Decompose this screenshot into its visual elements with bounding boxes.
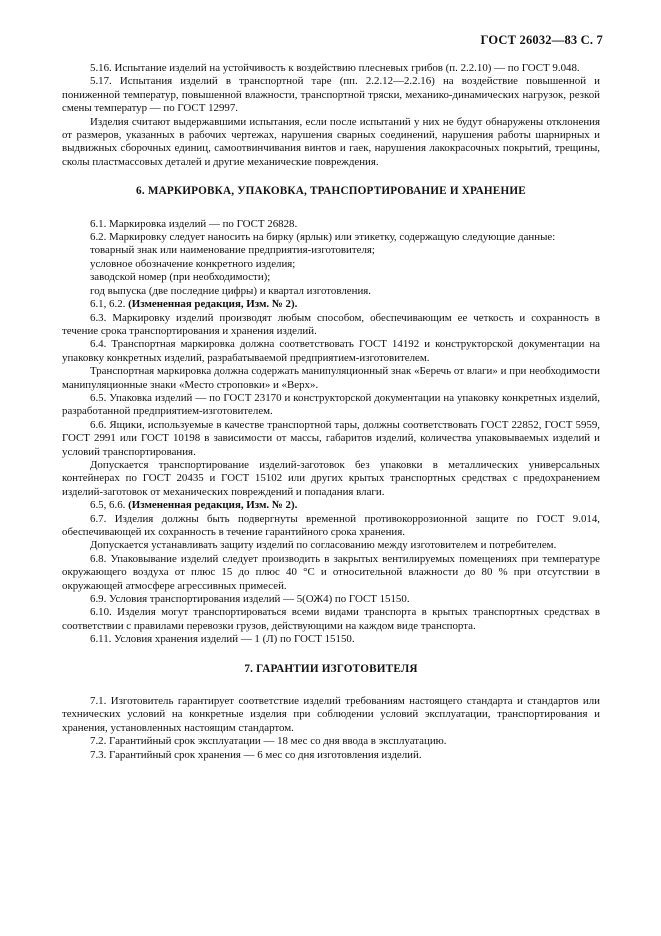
edition-note-6-5-6-6 bbox=[62, 499, 600, 512]
edition-note-6-1-6-2 bbox=[62, 298, 600, 311]
paragraph-6-4-marking: Транспортная маркировка должна содержать манипуляционный знак «Беречь от влаги» и при необходимости манипуляционные знаки «Место строповки» и «Верх». bbox=[62, 365, 600, 391]
section-6-heading: 6. МАРКИРОВКА, УПАКОВКА, ТРАНСПОРТИРОВАНИЕ И ХРАНЕНИЕ bbox=[136, 185, 526, 198]
paragraph-6-3: 6.3. Маркировку изделий производят любым способом, обеспечивающим ее четкость и сохранность в течение срока транспортирования и хранения изделий. bbox=[62, 311, 600, 337]
list-item: условное обозначение конкретного изделия; bbox=[90, 257, 296, 270]
list-item: год выпуска (две последние цифры) и квартал изготовления. bbox=[90, 284, 372, 297]
edition-note-ref: 6.5, 6.6. bbox=[90, 499, 126, 512]
page-header: ГОСТ 26032—83 С. 7 bbox=[480, 33, 603, 47]
edition-note-text: (Измененная редакция, Изм. № 2). bbox=[128, 298, 298, 311]
paragraph-6-6: 6.6. Ящики, используемые в качестве транспортной тары, должны соответствовать ГОСТ 22852, ГОСТ 5959, ГОСТ 2991 или ГОСТ 10198 в зависимости от массы, габаритов изделий, количества упаковываемых изделий и условий транспортирования. bbox=[62, 418, 600, 458]
paragraph-6-11: 6.11. Условия хранения изделий — 1 (Л) по ГОСТ 15150. bbox=[90, 633, 355, 646]
paragraph-6-7: 6.7. Изделия должны быть подвергнуты временной противокоррозионной защите по ГОСТ 9.014, обеспечивающей их сохранность в течение гарантийного срока хранения. bbox=[62, 512, 600, 538]
edition-note-text: (Измененная редакция, Изм. № 2). bbox=[128, 499, 298, 512]
paragraph-6-5: 6.5. Упаковка изделий — по ГОСТ 23170 и конструкторской документации на упаковку конкретных изделий, разработанной предприятием-изготовителем. bbox=[62, 391, 600, 418]
paragraph-6-1: 6.1. Маркировка изделий — по ГОСТ 26828. bbox=[90, 217, 298, 230]
paragraph-5-17-criteria: Изделия считают выдержавшими испытания, если после испытаний у них не будут обнаружены отклонения от размеров, указанных в рабочих чертежах, нарушения сварных соединений, нарушения работы шарнирных и выдвижных сборочных единиц, самоотвинчивания винтов и гаек, нарушения лакокрасочных покрытий, трещины, сколы пластмассовых деталей и другие механические повреждения. bbox=[62, 115, 600, 168]
paragraph-6-10: 6.10. Изделия могут транспортироваться всеми видами транспорта в крытых транспортных средствах в соответствии с правилами перевозки грузов, действующими на каждом виде транспорта. bbox=[62, 606, 600, 632]
paragraph-7-2: 7.2. Гарантийный срок эксплуатации — 18 мес со дня ввода в эксплуатацию. bbox=[90, 735, 447, 748]
paragraph-6-7-agreement: Допускается устанавливать защиту изделий по согласованию между изготовителем и потребителем. bbox=[90, 539, 557, 552]
paragraph-7-1: 7.1. Изготовитель гарантирует соответствие изделий требованиям настоящего стандарта и стандартов или технических условий на конкретные изделия при соблюдении условий эксплуатации, транспортирования и хранения, установленных настоящим стандартом. bbox=[62, 695, 600, 734]
edition-note-ref: 6.1, 6.2. bbox=[90, 298, 126, 311]
section-7-heading: 7. ГАРАНТИИ ИЗГОТОВИТЕЛЯ bbox=[244, 662, 418, 675]
list-item: товарный знак или наименование предприятия-изготовителя; bbox=[90, 244, 375, 257]
paragraph-5-17: 5.17. Испытания изделий в транспортной таре (пп. 2.2.12—2.2.16) на воздействие повышенной и пониженной температур, повышенной влажности, транспортной тряски, механико-динамических нагрузок, резкой смены температур — по ГОСТ 12997. bbox=[62, 75, 600, 115]
paragraph-7-3: 7.3. Гарантийный срок хранения — 6 мес со дня изготовления изделий. bbox=[90, 748, 422, 761]
paragraph-6-8: 6.8. Упаковывание изделий следует производить в закрытых вентилируемых помещениях при температуре окружающего воздуха от плюс 15 до плюс 40 °С и относительной влажности до 80 % при отсутствии в окружающей атмосфере агрессивных примесей. bbox=[62, 552, 600, 592]
list-item: заводской номер (при необходимости); bbox=[90, 271, 271, 284]
paragraph-6-9: 6.9. Условия транспортирования изделий — 5(ОЖ4) по ГОСТ 15150. bbox=[90, 593, 410, 606]
paragraph-6-6-containers: Допускается транспортирование изделий-заготовок без упаковки в металлических универсальных контейнерах по ГОСТ 20435 и ГОСТ 15102 или других крытых транспортных средствах с предохранением изделий-заготовок от механических повреждений и попадания влаги. bbox=[62, 458, 600, 498]
paragraph-6-4: 6.4. Транспортная маркировка должна соответствовать ГОСТ 14192 и конструкторской документации на упаковку конкретных изделий, разрабатываемой предприятием-изготовителем. bbox=[62, 338, 600, 364]
paragraph-5-16: 5.16. Испытание изделий на устойчивость к воздействию плесневых грибов (п. 2.2.10) — по ГОСТ 9.048. bbox=[90, 62, 580, 74]
paragraph-6-2: 6.2. Маркировку следует наносить на бирку (ярлык) или этикетку, содержащую следующие данные: bbox=[90, 231, 556, 244]
page-content bbox=[62, 62, 600, 762]
